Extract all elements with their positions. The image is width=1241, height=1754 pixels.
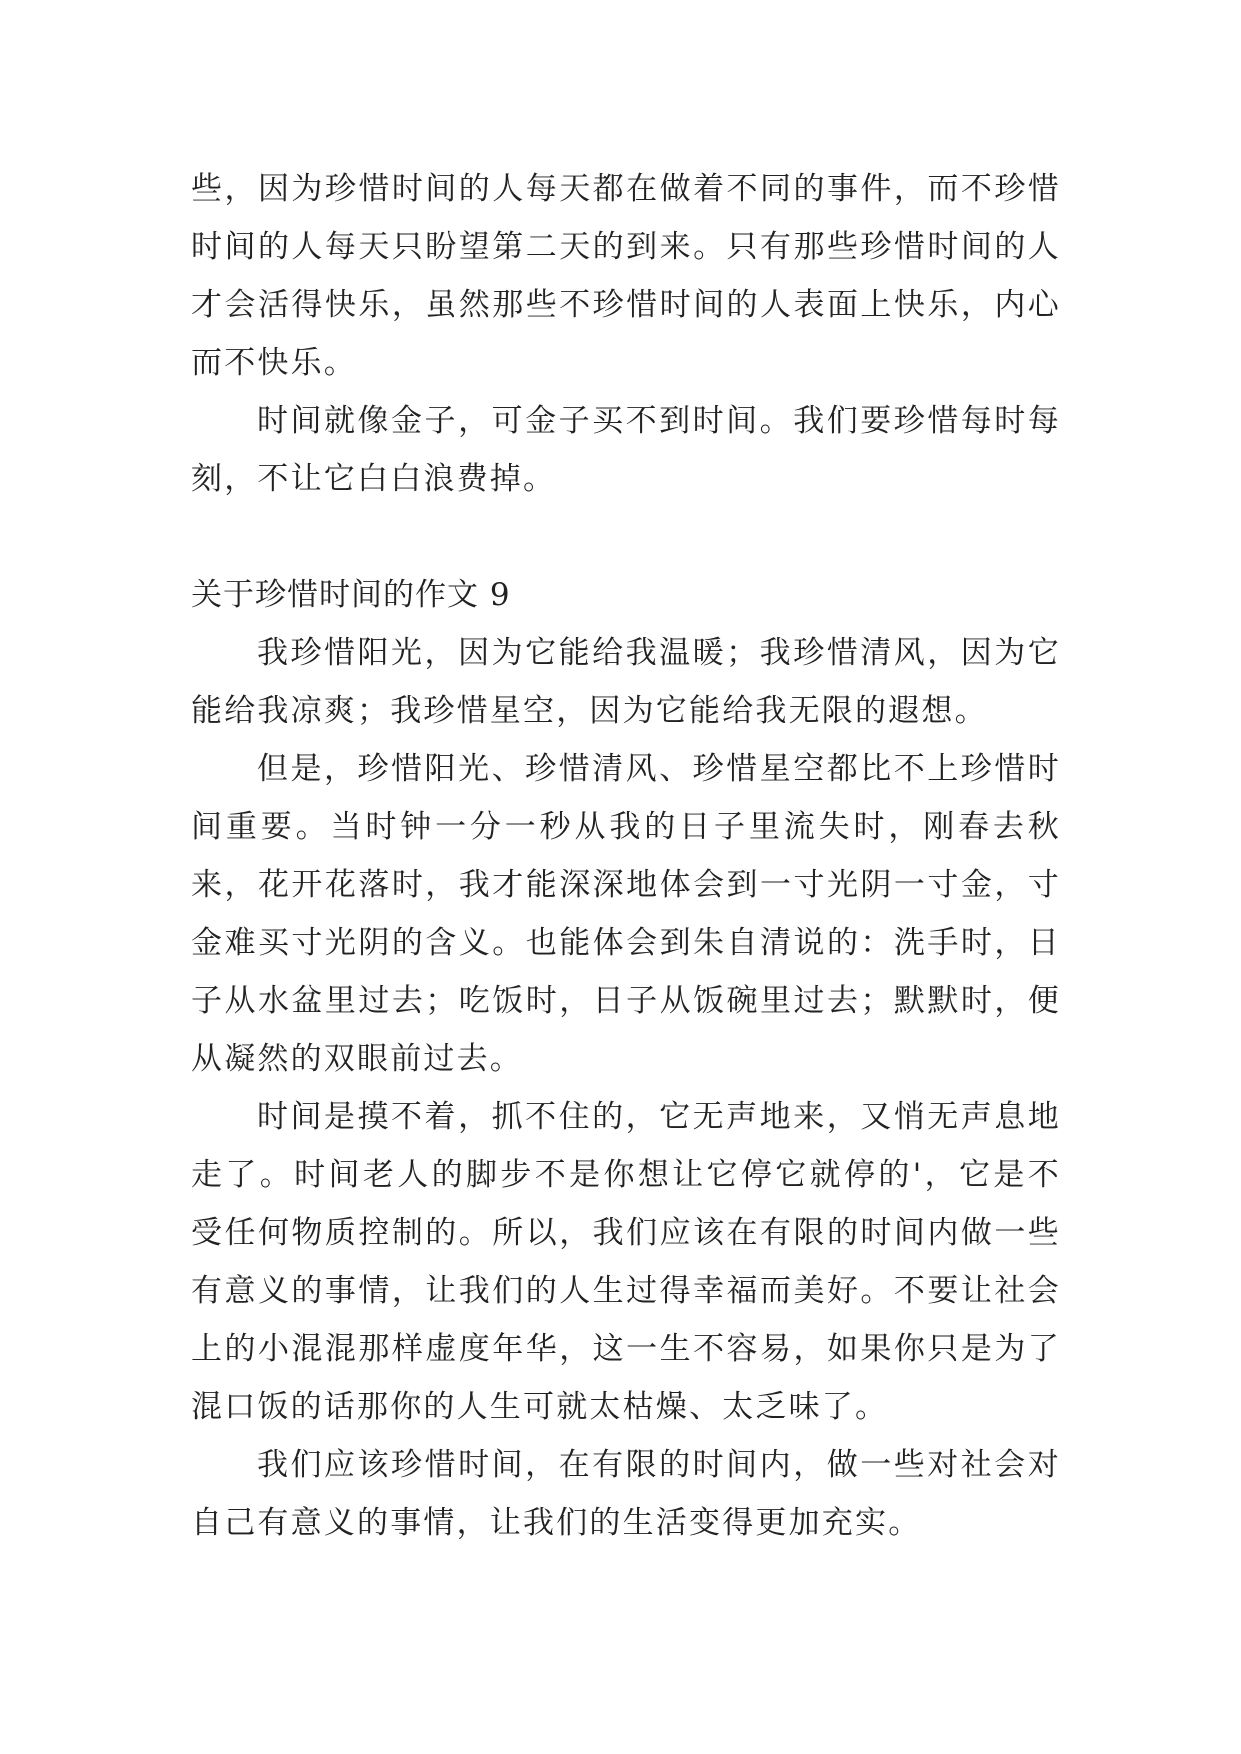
paragraph: 时间就像金子，可金子买不到时间。我们要珍惜每时每刻，不让它白白浪费掉。 bbox=[191, 403, 1061, 497]
document-body bbox=[191, 160, 1061, 1552]
paragraph: 我珍惜阳光，因为它能给我温暖；我珍惜清风，因为它能给我凉爽；我珍惜星空，因为它能给我无限的遐想。 bbox=[191, 635, 1061, 729]
paragraph: 时间是摸不着，抓不住的，它无声地来，又悄无声息地走了。时间老人的脚步不是你想让它停它就停的'，它是不受任何物质控制的。所以，我们应该在有限的时间内做一些有意义的事情，让我们的人生过得幸福而美好。不要让社会上的小混混那样虚度年华，这一生不容易，如果你只是为了混口饭的话那你的人生可就太枯燥、太乏味了。 bbox=[191, 1099, 1061, 1425]
section-title: 关于珍惜时间的作文 9 bbox=[191, 577, 511, 613]
paragraph: 但是，珍惜阳光、珍惜清风、珍惜星空都比不上珍惜时间重要。当时钟一分一秒从我的日子里流失时，刚春去秋来，花开花落时，我才能深深地体会到一寸光阴一寸金，寸金难买寸光阴的含义。也能体会到朱自清说的：洗手时，日子从水盆里过去；吃饭时，日子从饭碗里过去；默默时，便从凝然的双眼前过去。 bbox=[191, 751, 1061, 1077]
paragraph-continued: 些，因为珍惜时间的人每天都在做着不同的事件，而不珍惜时间的人每天只盼望第二天的到来。只有那些珍惜时间的人才会活得快乐，虽然那些不珍惜时间的人表面上快乐，内心而不快乐。 bbox=[191, 171, 1061, 381]
paragraph: 我们应该珍惜时间，在有限的时间内，做一些对社会对自己有意义的事情，让我们的生活变得更加充实。 bbox=[191, 1447, 1061, 1541]
